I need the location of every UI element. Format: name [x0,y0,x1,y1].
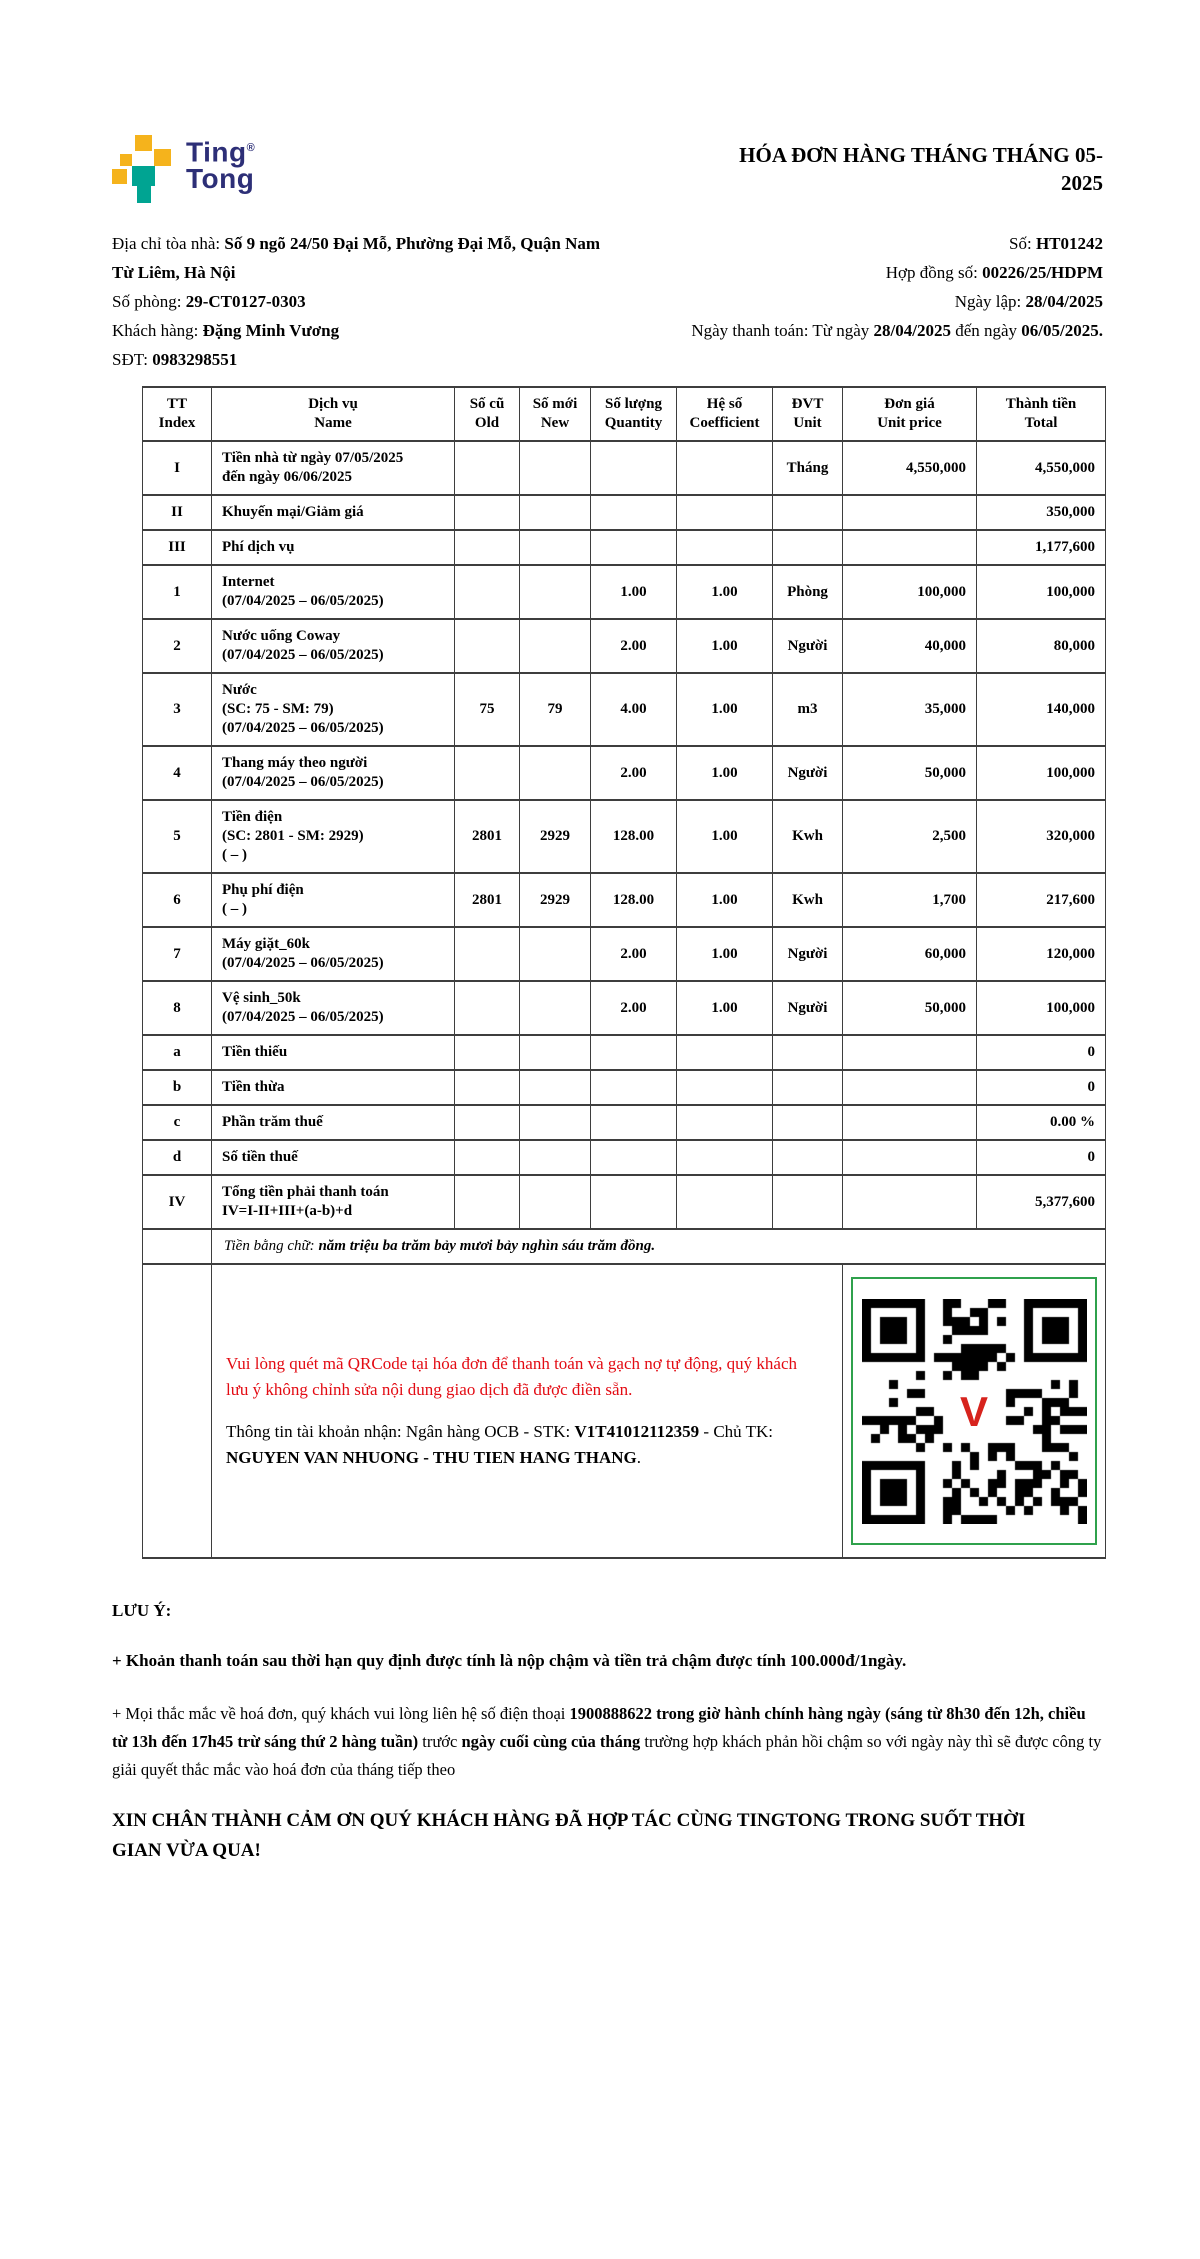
cell-qty: 128.00 [591,800,677,873]
column-header: Đơn giá Unit price [843,387,977,441]
meta-line [112,229,612,287]
cell-price: 50,000 [843,746,977,800]
cell-name: Tiền điện (SC: 2801 - SM: 2929) ( – ) [212,800,455,873]
cell-price: 35,000 [843,673,977,746]
cell-name: Thang máy theo người (07/04/2025 – 06/05/2025) [212,746,455,800]
cell-coef [677,1140,773,1175]
cell-total: 0.00 % [977,1105,1106,1140]
cell-coef: 1.00 [677,746,773,800]
cell-qty [591,1175,677,1229]
footer-notes [112,1601,1103,1866]
bank-account-info [226,1419,814,1471]
cell-new [520,495,591,530]
cell-qty: 2.00 [591,746,677,800]
registered-mark: ® [246,142,256,154]
table-row [143,495,1106,530]
cell-price: 2,500 [843,800,977,873]
cell-qty [591,495,677,530]
cell-old: 75 [455,673,520,746]
cell-price: 1,700 [843,873,977,927]
table-row [143,746,1106,800]
cell-unit [773,495,843,530]
column-header: ĐVT Unit [773,387,843,441]
cell-price: 40,000 [843,619,977,673]
cell-total: 350,000 [977,495,1106,530]
text-run: năm triệu ba trăm bảy mươi bảy nghìn sáu trăm đồng. [318,1238,656,1254]
cell-name: Máy giặt_60k (07/04/2025 – 06/05/2025) [212,927,455,981]
cell-new [520,1035,591,1070]
table-row [143,1140,1106,1175]
text-run: Ngày thanh toán: Từ ngày [691,321,874,340]
cell-qty: 1.00 [591,565,677,619]
hotline-note [112,1700,1103,1784]
column-header: Số cũ Old [455,387,520,441]
cell-tt: 2 [143,619,212,673]
cell-price [843,530,977,565]
cell-unit: Kwh [773,800,843,873]
cell-coef: 1.00 [677,565,773,619]
cell-unit: Phòng [773,565,843,619]
cell-price [843,495,977,530]
cell-unit [773,530,843,565]
cell-tt: 6 [143,873,212,927]
cell-tt: b [143,1070,212,1105]
cell-unit: Người [773,981,843,1035]
cell-tt: 1 [143,565,212,619]
cell-qty: 128.00 [591,873,677,927]
cell-price: 60,000 [843,927,977,981]
text-run: trước [418,1732,462,1751]
cell-price [843,1140,977,1175]
payment-instructions-cell [212,1264,843,1558]
cell-old [455,1105,520,1140]
logo-line2: Tong [186,163,255,195]
cell-new: 2929 [520,800,591,873]
cell-unit [773,1175,843,1229]
cell-old [455,619,520,673]
cell-old: 2801 [455,800,520,873]
cell-unit: Người [773,746,843,800]
cell-coef: 1.00 [677,981,773,1035]
cell-new [520,530,591,565]
cell-coef: 1.00 [677,873,773,927]
table-row [143,1070,1106,1105]
cell-total: 0 [977,1140,1106,1175]
cell-tt: 5 [143,800,212,873]
cell-new [520,1105,591,1140]
cell-name: Phụ phí điện ( – ) [212,873,455,927]
table-row [143,1105,1106,1140]
text-run: Ngày lập: [954,292,1026,311]
cell-tt: IV [143,1175,212,1229]
text-run: NGUYEN VAN NHUONG - THU TIEN HANG THANG [226,1448,637,1467]
cell-old [455,565,520,619]
cell-old [455,495,520,530]
text-run: 29-CT0127-0303 [185,292,306,311]
table-row [143,927,1106,981]
cell-name: Khuyến mại/Giảm giá [212,495,455,530]
text-run: Số phòng: [112,292,186,311]
cell-total: 1,177,600 [977,530,1106,565]
cell-coef [677,1175,773,1229]
amount-in-words [212,1229,1106,1264]
cell-total: 0 [977,1070,1106,1105]
cell-tt: III [143,530,212,565]
cell-old [455,1035,520,1070]
cell-old [455,746,520,800]
cell-unit [773,1035,843,1070]
cell-tt: c [143,1105,212,1140]
cell-new [520,1175,591,1229]
cell-coef [677,495,773,530]
cell-coef: 1.00 [677,619,773,673]
text-run: ngày cuối cùng của tháng [461,1732,641,1751]
cell-new [520,927,591,981]
table-row [143,800,1106,873]
cell-old [455,981,520,1035]
text-run: 28/04/2025 [873,321,951,340]
cell-old [455,927,520,981]
cell-total: 100,000 [977,746,1106,800]
text-run: V1T41012112359 [574,1422,700,1441]
qr-payment-note: Vui lòng quét mã QRCode tại hóa đơn để thanh toán và gạch nợ tự động, quý khách lưu ý không chỉnh sửa nội dung giao dịch đã được điền sẵn. [226,1354,798,1399]
cell-unit [773,1070,843,1105]
column-header: TT Index [143,387,212,441]
cell-name: Tiền nhà từ ngày 07/05/2025 đến ngày 06/06/2025 [212,441,455,495]
notes-title: LƯU Ý: [112,1601,172,1620]
column-header: Thành tiền Total [977,387,1106,441]
cell-price [843,1035,977,1070]
cell-coef [677,1035,773,1070]
cell-tt: 8 [143,981,212,1035]
table-row [143,530,1106,565]
text-run: SĐT: [112,350,153,369]
cell-total: 100,000 [977,565,1106,619]
text-run: Địa chỉ tòa nhà: [112,234,225,253]
meta-line [112,345,612,374]
text-run: Số 9 ngõ 24/50 Đại Mỗ, Phường Đại Mỗ, Quận Nam Từ Liêm, Hà Nội [112,234,601,282]
text-run: đến ngày [950,321,1022,340]
meta-line [612,316,1103,345]
text-run: Khách hàng: [112,321,203,340]
cell-qty [591,1035,677,1070]
cell-unit: Tháng [773,441,843,495]
cell-old [455,441,520,495]
cell-total: 217,600 [977,873,1106,927]
meta-line [612,258,1103,287]
cell-qty [591,441,677,495]
text-run: . [636,1448,641,1467]
text-run: Đặng Minh Vương [202,321,340,340]
invoice-title-line2: 2025 [1061,171,1103,195]
meta-line [112,287,612,316]
cell-qty: 2.00 [591,927,677,981]
text-run: + Mọi thắc mắc về hoá đơn, quý khách vui lòng liên hệ số điện thoại [112,1704,570,1723]
invoice-title-line1: HÓA ĐƠN HÀNG THÁNG THÁNG 05- [739,143,1103,167]
cell-total: 80,000 [977,619,1106,673]
cell-price [843,1175,977,1229]
cell-old [455,1070,520,1105]
cell-new [520,619,591,673]
cell-coef [677,1105,773,1140]
cell-qty [591,1070,677,1105]
column-header: Số lượng Quantity [591,387,677,441]
invoice-table [142,386,1106,1559]
qr-code-frame [851,1277,1097,1545]
table-row [143,1175,1106,1229]
cell-total: 100,000 [977,981,1106,1035]
customer-info [112,229,612,374]
cell-old [455,530,520,565]
cell-tt: a [143,1035,212,1070]
text-run: HT01242 [1035,234,1103,253]
table-row [143,1035,1106,1070]
late-payment-note: + Khoản thanh toán sau thời hạn quy định được tính là nộp chậm và tiền trả chậm được tính 100.000đ/1ngày. [112,1651,907,1670]
cell-unit: Người [773,619,843,673]
text-run: 1900888622 trong giờ hành chính hàng ngày (sáng từ 8h30 đến 12h, chiều từ 13h đến 17h45 trừ sáng thứ 2 hàng tuần) [112,1704,1086,1751]
cell-tt: II [143,495,212,530]
meta-line [612,229,1103,258]
cell-qty [591,1140,677,1175]
qr-code-cell [843,1264,1106,1558]
meta-line [112,316,612,345]
cell-coef: 1.00 [677,927,773,981]
cell-price: 4,550,000 [843,441,977,495]
cell-name: Vệ sinh_50k (07/04/2025 – 06/05/2025) [212,981,455,1035]
invoice-info [612,229,1103,374]
cell-tt: 4 [143,746,212,800]
cell-total: 320,000 [977,800,1106,873]
cell-coef [677,530,773,565]
cell-total: 0 [977,1035,1106,1070]
cell-price: 100,000 [843,565,977,619]
text-run: trường hợp khách phản hồi chậm so với ngày này thì sẽ được công ty giải quyết thắc mắc vào hoá đơn của tháng tiếp theo [112,1732,1102,1779]
header [112,135,1103,203]
invoice-meta [112,229,1103,374]
cell-tt: 3 [143,673,212,746]
cell-name: Tiền thiếu [212,1035,455,1070]
cell-total: 120,000 [977,927,1106,981]
cell-new [520,1140,591,1175]
cell-coef [677,441,773,495]
cell-unit: Kwh [773,873,843,927]
tingtong-logo [112,135,255,203]
column-header: Số mới New [520,387,591,441]
cell-name: Tổng tiền phải thanh toán IV=I-II+III+(a-b)+d [212,1175,455,1229]
text-run: - Chủ TK: [699,1422,773,1441]
cell-total: 4,550,000 [977,441,1106,495]
text-run: Số: [1009,234,1036,253]
cell-qty: 4.00 [591,673,677,746]
table-row [143,673,1106,746]
cell-coef: 1.00 [677,800,773,873]
cell-total: 5,377,600 [977,1175,1106,1229]
column-header: Hệ số Coefficient [677,387,773,441]
bank-v-logo: V [946,1387,1002,1435]
cell-new [520,746,591,800]
text-run: 0983298551 [152,350,238,369]
cell-coef [677,1070,773,1105]
cell-tt: 7 [143,927,212,981]
cell-old [455,1140,520,1175]
cell-name: Tiền thừa [212,1070,455,1105]
cell-total: 140,000 [977,673,1106,746]
cell-unit [773,1105,843,1140]
column-header: Dịch vụ Name [212,387,455,441]
text-run: Thông tin tài khoản nhận: Ngân hàng OCB - STK: [226,1422,575,1441]
tingtong-logo-icon [112,135,176,203]
cell-new [520,981,591,1035]
cell-name: Phần trăm thuế [212,1105,455,1140]
table-header-row [143,387,1106,441]
cell-new [520,1070,591,1105]
text-run: 28/04/2025 [1025,292,1103,311]
cell-unit [773,1140,843,1175]
cell-old: 2801 [455,873,520,927]
text-run: Tiền bằng chữ: [224,1238,319,1254]
thank-you-note: XIN CHÂN THÀNH CẢM ƠN QUÝ KHÁCH HÀNG ĐÃ HỢP TÁC CÙNG TINGTONG TRONG SUỐT THỜI GIAN VỪA QUA! [112,1810,1026,1861]
table-row [143,873,1106,927]
cell-unit: Người [773,927,843,981]
invoice-title [739,135,1103,197]
text-run: 06/05/2025. [1021,321,1103,340]
cell-tt: d [143,1140,212,1175]
cell-name: Nước (SC: 75 - SM: 79) (07/04/2025 – 06/05/2025) [212,673,455,746]
cell-name: Phí dịch vụ [212,530,455,565]
cell-price: 50,000 [843,981,977,1035]
cell-name: Nước uống Coway (07/04/2025 – 06/05/2025) [212,619,455,673]
empty-cell [143,1229,212,1264]
text-run: Hợp đồng số: [885,263,983,282]
cell-new [520,565,591,619]
table-row [143,441,1106,495]
cell-qty: 2.00 [591,619,677,673]
cell-old [455,1175,520,1229]
tingtong-logo-text [186,135,256,195]
cell-name: Số tiền thuế [212,1140,455,1175]
cell-coef: 1.00 [677,673,773,746]
qr-row [143,1264,1106,1558]
cell-new [520,441,591,495]
cell-new: 79 [520,673,591,746]
amount-in-words-row [143,1229,1106,1264]
cell-qty: 2.00 [591,981,677,1035]
text-run: 00226/25/HDPM [982,263,1103,282]
cell-qty [591,530,677,565]
table-row [143,981,1106,1035]
cell-price [843,1070,977,1105]
cell-new: 2929 [520,873,591,927]
cell-unit: m3 [773,673,843,746]
cell-qty [591,1105,677,1140]
table-row [143,565,1106,619]
meta-line [612,287,1103,316]
table-row [143,619,1106,673]
empty-cell [143,1264,212,1558]
cell-price [843,1105,977,1140]
cell-tt: I [143,441,212,495]
cell-name: Internet (07/04/2025 – 06/05/2025) [212,565,455,619]
logo-line1: Ting [186,136,247,168]
